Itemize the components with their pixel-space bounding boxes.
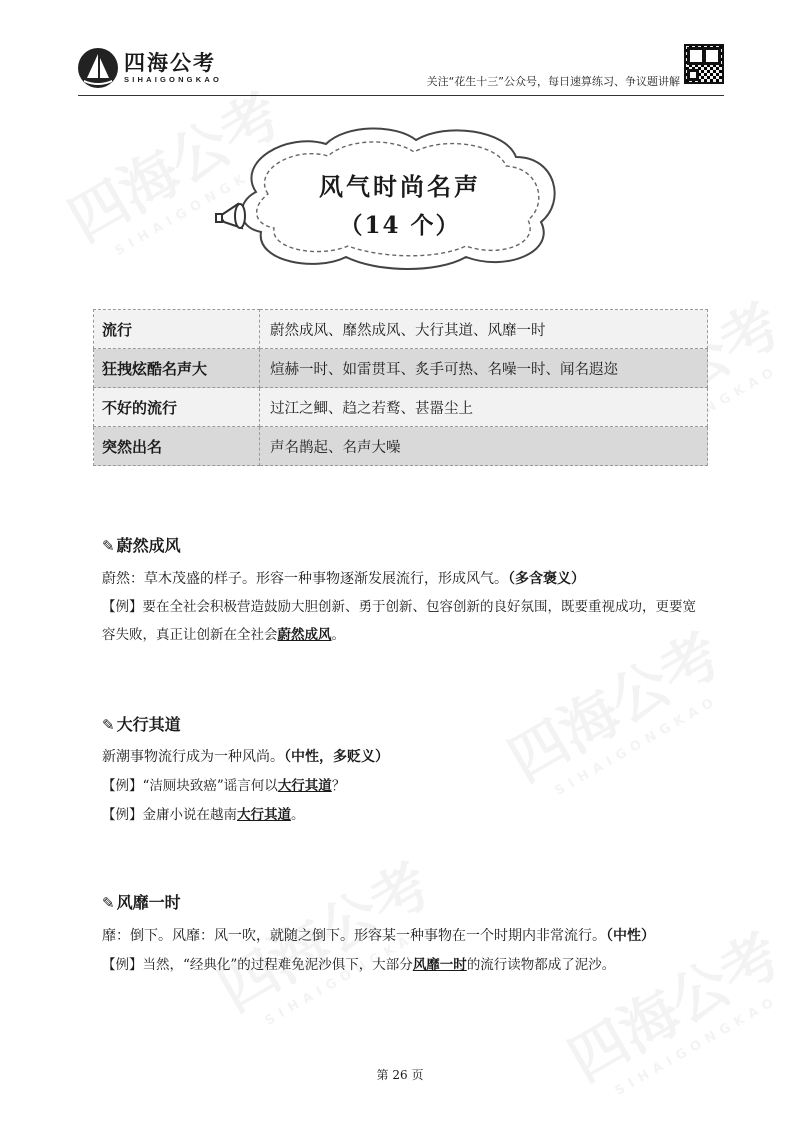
table-row xyxy=(94,310,708,349)
entry-heading: ✎ 蔚然成风 xyxy=(102,536,181,555)
qr-code-icon xyxy=(684,44,724,84)
table-key: 狂拽炫酷名声大 xyxy=(94,349,260,388)
table-value: 蔚然成风、靡然成风、大行其道、风靡一时 xyxy=(260,310,708,349)
example-sentence: 【例】当然，“经典化”的过程难免泥沙俱下，大部分风靡一时的流行读物都成了泥沙。 xyxy=(102,957,616,973)
entry-definition: 新潮事物流行成为一种风尚。（中性，多贬义） xyxy=(102,749,389,765)
page-header xyxy=(78,44,724,96)
page-title: 风气时尚名声 xyxy=(319,172,481,201)
table-key: 流行 xyxy=(94,310,260,349)
logo-subtext: SIHAIGONGKAO xyxy=(124,75,222,84)
table-value: 过江之鲫、趋之若鹜、甚嚣尘上 xyxy=(260,388,708,427)
table-row xyxy=(94,349,708,388)
highlight-term: 大行其道 xyxy=(277,778,332,794)
example-sentence: 【例】要在全社会积极营造鼓励大胆创新、勇于创新、包容创新的良好氛围，既要重视成功，更要宽容失败，真正让创新在全社会蔚然成风。 xyxy=(102,599,696,643)
table-key: 不好的流行 xyxy=(94,388,260,427)
usage-tag: （中性，多贬义） xyxy=(284,749,389,765)
example-sentence: 【例】金庸小说在越南大行其道。 xyxy=(102,807,305,823)
usage-tag: （中性） xyxy=(606,928,655,944)
usage-tag: （多含褒义） xyxy=(508,571,585,587)
page-subtitle: （14 个） xyxy=(339,212,461,239)
page-number: 第 26 页 xyxy=(376,1068,424,1082)
table-key: 突然出名 xyxy=(94,427,260,466)
table-value: 声名鹊起、名声大噪 xyxy=(260,427,708,466)
highlight-term: 大行其道 xyxy=(237,807,291,823)
table-value: 煊赫一时、如雷贯耳、炙手可热、名噪一时、闻名遐迩 xyxy=(260,349,708,388)
logo-text: 四海公考 xyxy=(124,51,216,75)
highlight-term: 风靡一时 xyxy=(412,957,467,973)
entry-definition: 靡：倒下。风靡：风一吹，就随之倒下。形容某一种事物在一个时期内非常流行。（中性） xyxy=(102,928,655,944)
brand-logo xyxy=(78,48,222,88)
entry-heading: ✎ 大行其道 xyxy=(102,715,181,734)
pencil-icon: ✎ xyxy=(102,716,115,734)
highlight-term: 蔚然成风 xyxy=(277,627,332,643)
pencil-icon: ✎ xyxy=(102,537,115,555)
table-row xyxy=(94,388,708,427)
sailboat-icon xyxy=(78,48,118,88)
header-divider xyxy=(78,95,724,96)
entry-heading: ✎ 风靡一时 xyxy=(102,893,181,912)
entry-definition: 蔚然：草木茂盛的样子。形容一种事物逐渐发展流行，形成风气。（多含褒义） xyxy=(102,571,585,587)
table-row xyxy=(94,427,708,466)
pencil-icon: ✎ xyxy=(102,894,115,912)
follow-notice: 关注“花生十三”公众号，每日速算练习、争议题讲解 xyxy=(426,75,680,88)
example-sentence: 【例】“洁厕块致癌”谣言何以大行其道？ xyxy=(102,778,346,794)
category-table xyxy=(93,309,708,466)
